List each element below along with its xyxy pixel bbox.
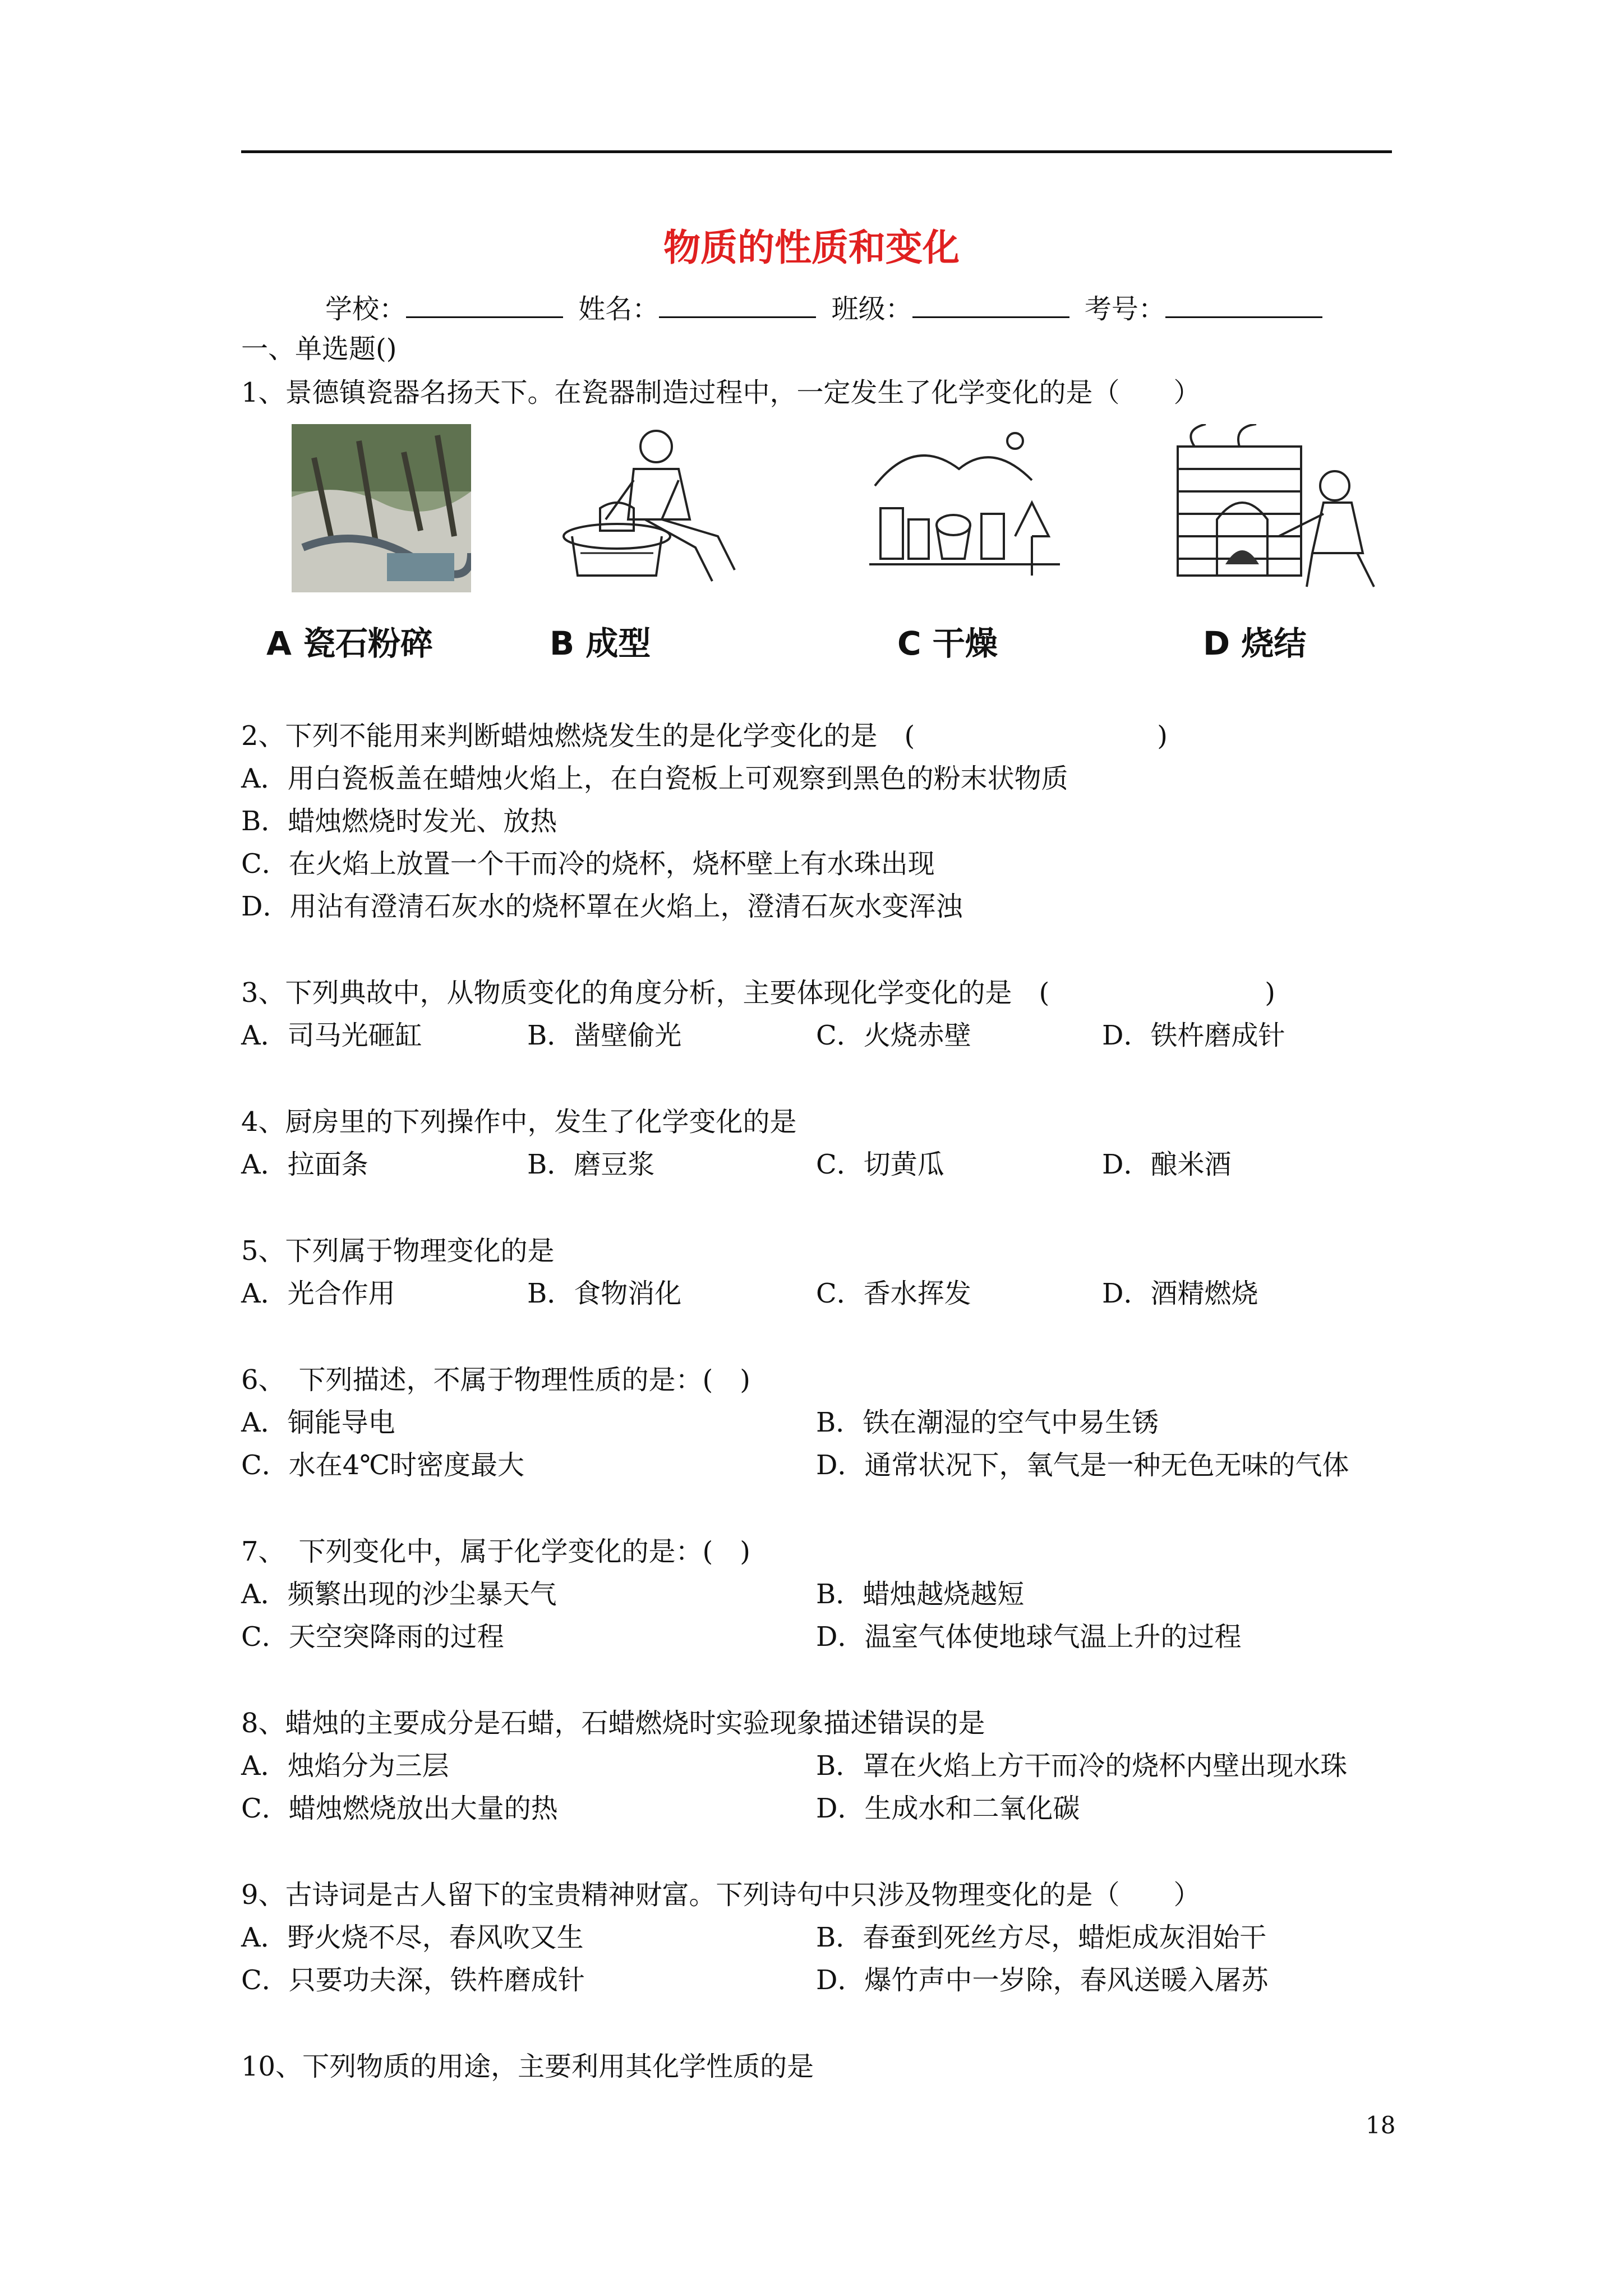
q7-option-d[interactable]: D．温室气体使地球气温上升的过程 xyxy=(816,1621,1242,1653)
q3-option-a[interactable]: A．司马光砸缸 xyxy=(241,1020,422,1051)
q2-option-a[interactable]: A．用白瓷板盖在蜡烛火焰上，在白瓷板上可观察到黑色的粉末状物质 xyxy=(241,763,1068,794)
name-label: 姓名： xyxy=(578,293,660,325)
q2-stem: 2、下列不能用来判断蜡烛燃烧发生的是化学变化的是 ( ) xyxy=(241,720,1168,752)
q8-option-a[interactable]: A．烛焰分为三层 xyxy=(241,1750,449,1782)
q6-option-a[interactable]: A．铜能导电 xyxy=(241,1407,395,1438)
page-title: 物质的性质和变化 xyxy=(663,226,960,269)
section-heading: 一、单选题() xyxy=(241,333,397,365)
school-blank[interactable] xyxy=(406,292,563,318)
student-info-line xyxy=(325,287,1329,326)
q5-stem: 5、下列属于物理变化的是 xyxy=(241,1235,555,1267)
q9-option-a[interactable]: A．野火烧不尽，春风吹又生 xyxy=(241,1922,584,1953)
q4-option-b[interactable]: B．磨豆浆 xyxy=(527,1149,655,1180)
kiln-firing-drawing xyxy=(1172,424,1385,592)
q5-option-a[interactable]: A．光合作用 xyxy=(241,1278,395,1309)
q4-stem: 4、厨房里的下列操作中，发生了化学变化的是 xyxy=(241,1106,797,1138)
q6-stem: 6、 下列描述，不属于物理性质的是：( ) xyxy=(241,1364,750,1396)
q7-option-b[interactable]: B．蜡烛越烧越短 xyxy=(816,1579,1025,1610)
q8-stem: 8、蜡烛的主要成分是石蜡，石蜡燃烧时实验现象描述错误的是 xyxy=(241,1708,985,1739)
q9-option-b[interactable]: B．春蚕到死丝方尽，蜡炬成灰泪始干 xyxy=(816,1922,1267,1953)
q5-option-b[interactable]: B．食物消化 xyxy=(527,1278,682,1309)
q6-option-b[interactable]: B．铁在潮湿的空气中易生锈 xyxy=(816,1407,1159,1438)
q6-option-d[interactable]: D．通常状况下，氧气是一种无色无味的气体 xyxy=(816,1450,1349,1481)
q3-option-c[interactable]: C．火烧赤壁 xyxy=(816,1020,971,1051)
q4-option-c[interactable]: C．切黄瓜 xyxy=(816,1149,944,1180)
drying-pottery-drawing xyxy=(864,424,1066,592)
q4-option-d[interactable]: D．酿米酒 xyxy=(1102,1149,1232,1180)
q3-stem: 3、下列典故中，从物质变化的角度分析，主要体现化学变化的是 ( ) xyxy=(241,977,1275,1009)
q8-option-c[interactable]: C．蜡烛燃烧放出大量的热 xyxy=(241,1793,558,1824)
q5-option-d[interactable]: D．酒精燃烧 xyxy=(1102,1278,1258,1309)
q4-option-a[interactable]: A．拉面条 xyxy=(241,1149,368,1180)
q10-stem: 10、下列物质的用途，主要利用其化学性质的是 xyxy=(241,2051,814,2082)
q7-option-c[interactable]: C．天空突降雨的过程 xyxy=(241,1621,504,1653)
q6-option-c[interactable]: C．水在4℃时密度最大 xyxy=(241,1450,524,1481)
class-blank[interactable] xyxy=(912,292,1069,318)
page-number: 18 xyxy=(1366,2111,1396,2139)
q9-option-c[interactable]: C．只要功夫深，铁杵磨成针 xyxy=(241,1964,585,1996)
q2-option-b[interactable]: B．蜡烛燃烧时发光、放热 xyxy=(241,806,557,837)
q8-option-b[interactable]: B．罩在火焰上方干而冷的烧杯内壁出现水珠 xyxy=(816,1750,1348,1782)
q1-caption-d: D 烧结 xyxy=(1203,624,1307,662)
q8-option-d[interactable]: D．生成水和二氧化碳 xyxy=(816,1793,1080,1824)
exam-no-blank[interactable] xyxy=(1165,292,1322,318)
potter-wheel-drawing xyxy=(550,424,751,592)
q3-option-b[interactable]: B．凿壁偷光 xyxy=(527,1020,682,1051)
q1-caption-a: A 瓷石粉碎 xyxy=(266,624,434,662)
header-rule xyxy=(241,150,1392,153)
exam-no-label: 考号： xyxy=(1084,293,1165,325)
q2-option-d[interactable]: D．用沾有澄清石灰水的烧杯罩在火焰上，澄清石灰水变浑浊 xyxy=(241,891,963,922)
q1-caption-c: C 干燥 xyxy=(897,624,998,662)
q1-stem: 1、景德镇瓷器名扬天下。在瓷器制造过程中，一定发生了化学变化的是（ ） xyxy=(241,377,1201,408)
porcelain-stone-crushing-photo xyxy=(292,424,471,592)
school-label: 学校： xyxy=(325,293,407,325)
q1-caption-b: B 成型 xyxy=(550,624,651,662)
q9-stem: 9、古诗词是古人留下的宝贵精神财富。下列诗句中只涉及物理变化的是（ ） xyxy=(241,1879,1201,1911)
q9-option-d[interactable]: D．爆竹声中一岁除，春风送暖入屠苏 xyxy=(816,1964,1269,1996)
class-label: 班级： xyxy=(831,293,912,325)
q5-option-c[interactable]: C．香水挥发 xyxy=(816,1278,971,1309)
q7-stem: 7、 下列变化中，属于化学变化的是：( ) xyxy=(241,1536,750,1567)
q2-option-c[interactable]: C．在火焰上放置一个干而冷的烧杯，烧杯壁上有水珠出现 xyxy=(241,848,935,880)
q7-option-a[interactable]: A．频繁出现的沙尘暴天气 xyxy=(241,1579,557,1610)
q3-option-d[interactable]: D．铁杵磨成针 xyxy=(1102,1020,1285,1051)
name-blank[interactable] xyxy=(659,292,816,318)
